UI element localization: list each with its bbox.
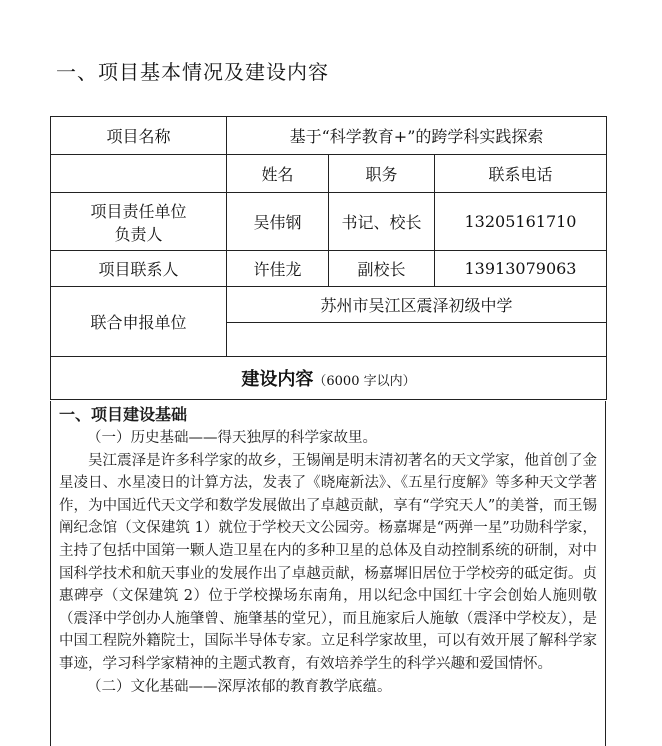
section-heading: 一、项目基本情况及建设内容 xyxy=(56,60,329,84)
body-paragraph: 吴江震泽是许多科学家的故乡，王锡阐是明末清初著名的天文学家，他首创了金星凌日、水星凌日的计算方法，发表了《晓庵新法》、《五星行度解》等多种天文学著作，为中国近代天文学和数学发展做出了卓越贡献，享有“学究天人”的美誉，而王锡阐纪念馆（文保建筑 1）就位于学校天文公园旁。杨嘉墀是“两弹一星”功勋科学家，主持了包括中国第一颗人造卫星在内的多种卫星的总体及自动控制系统的研制，对中国科学技术和航天事业的发展作出了卓越贡献，杨嘉墀旧居位于学校旁的砥定街。贞惠碑亭（文保建筑 2）位于学校操场东南角，用以纪念中国红十字会创始人施则敬（震泽中学创办人施肇曾、施肇基的堂兄），而且施家后人施敏（震泽中学校友），是中国工程院外籍院士，国际半导体专家。立足科学家故里，可以有效开展了解科学家事迹，学习科学家精神的主题式教育，有效培养学生的科学兴趣和爱国情怀。 xyxy=(59,452,597,672)
project-name-value: 基于“科学教育+”的跨学科实践探索 xyxy=(227,117,607,155)
person-phone: 13205161710 xyxy=(435,193,607,251)
person-name: 吴伟钢 xyxy=(227,193,329,251)
content-header-row xyxy=(51,357,607,400)
joint-unit-value-2 xyxy=(227,323,607,357)
column-header-row xyxy=(51,155,607,193)
content-note: （6000 字以内） xyxy=(313,374,416,389)
header-blank-cell xyxy=(51,155,227,193)
content-title: 建设内容 xyxy=(241,369,314,390)
col-phone-header: 联系电话 xyxy=(435,155,607,193)
table-row xyxy=(51,193,607,251)
contact-person-label: 项目联系人 xyxy=(51,251,227,287)
person-phone: 13913079063 xyxy=(435,251,607,287)
person-position: 副校长 xyxy=(329,251,435,287)
col-position-header: 职务 xyxy=(329,155,435,193)
construction-content-body xyxy=(50,401,606,746)
col-name-header: 姓名 xyxy=(227,155,329,193)
project-name-row xyxy=(51,117,607,155)
table-row xyxy=(51,251,607,287)
responsible-person-label xyxy=(51,193,227,251)
label-line: 负责人 xyxy=(114,224,163,244)
project-info-table xyxy=(50,116,607,400)
joint-unit-row xyxy=(51,287,607,323)
joint-unit-value: 苏州市吴江区震泽初级中学 xyxy=(227,287,607,323)
joint-unit-label: 联合申报单位 xyxy=(51,287,227,357)
subsection-title: （二）文化基础——深厚浓郁的教育教学底蕴。 xyxy=(87,678,392,695)
person-name: 许佳龙 xyxy=(227,251,329,287)
content-header-cell xyxy=(51,357,607,400)
section-title: 一、项目建设基础 xyxy=(59,405,188,424)
subsection-title: （一）历史基础——得天独厚的科学家故里。 xyxy=(87,430,377,446)
person-position: 书记、校长 xyxy=(329,193,435,251)
label-line: 项目责任单位 xyxy=(90,201,187,221)
project-name-label: 项目名称 xyxy=(51,117,227,155)
